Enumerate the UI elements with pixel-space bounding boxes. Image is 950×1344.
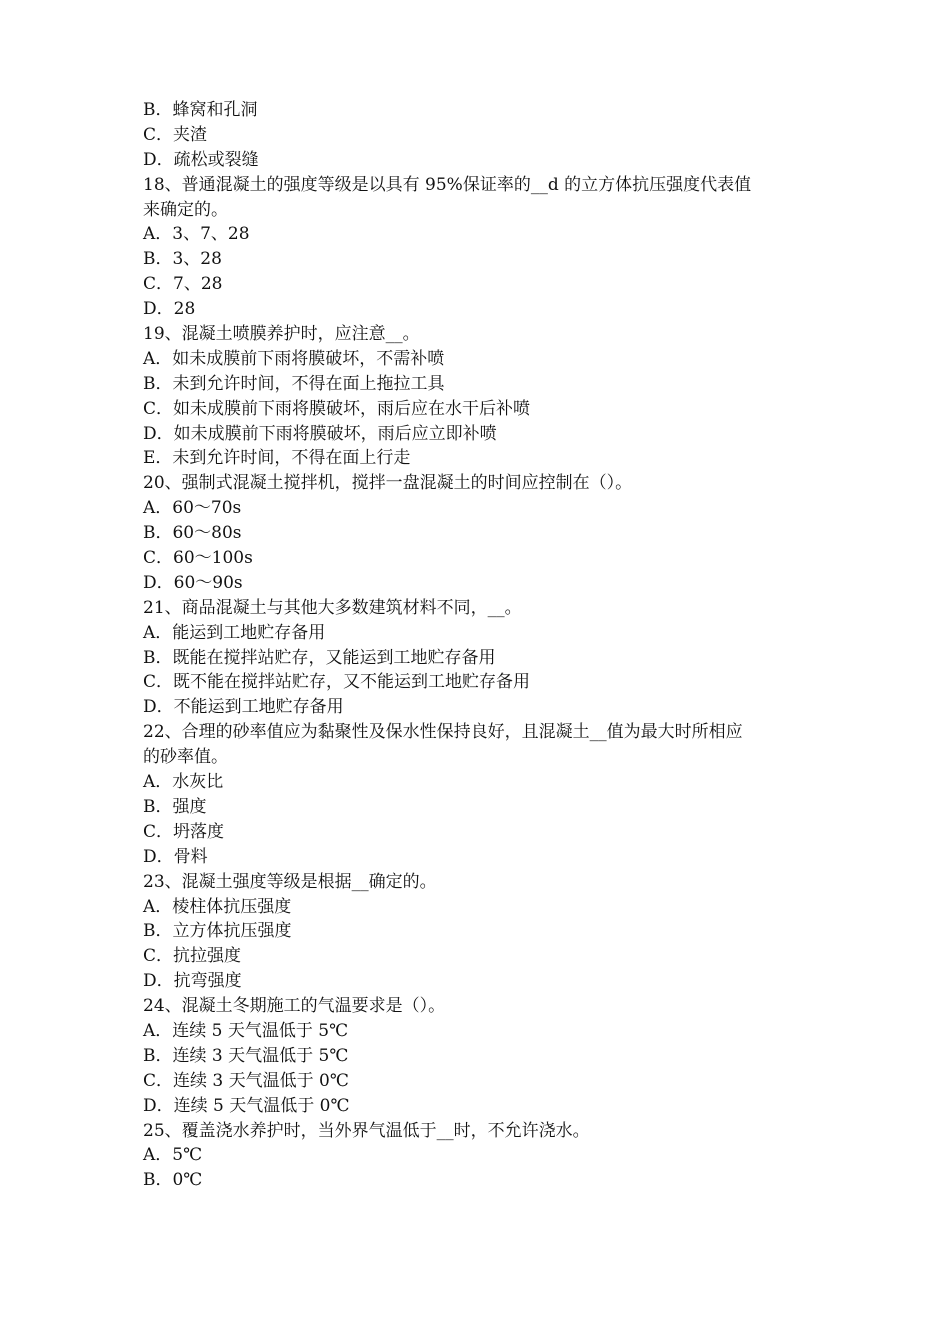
option-text: A．连续 5 天气温低于 5℃ — [143, 1020, 349, 1041]
option-text: B．60～80s — [143, 523, 242, 544]
option-text: C．7、28 — [143, 274, 223, 295]
option-text: A．如未成膜前下雨将膜破坏，不需补喷 — [143, 348, 445, 369]
option-text: D．28 — [143, 299, 196, 320]
option-text: B．蜂窝和孔洞 — [143, 100, 258, 120]
question-text: 21、商品混凝土与其他大多数建筑材料不同，__。 — [143, 597, 522, 618]
question-text: 来确定的。 — [143, 199, 228, 220]
option-text: C．60～100s — [143, 548, 253, 569]
option-text: D．骨料 — [143, 846, 208, 867]
option-text: B．3、28 — [143, 249, 222, 270]
option-text: A．水灰比 — [143, 772, 224, 793]
option-text: D．如未成膜前下雨将膜破坏，雨后应立即补喷 — [143, 423, 497, 444]
option-text: B．未到允许时间，不得在面上拖拉工具 — [143, 373, 445, 394]
option-text: E．未到允许时间，不得在面上行走 — [143, 448, 411, 469]
document-page — [143, 98, 823, 1193]
question-text: 20、强制式混凝土搅拌机，搅拌一盘混凝土的时间应控制在（）。 — [143, 473, 633, 494]
option-text: B．强度 — [143, 796, 207, 817]
option-text: A．3、7、28 — [143, 224, 250, 245]
question-text: 23、混凝土强度等级是根据__确定的。 — [143, 871, 437, 892]
option-text: B．立方体抗压强度 — [143, 921, 292, 942]
option-text: A．棱柱体抗压强度 — [143, 896, 292, 917]
option-text: C．夹渣 — [143, 124, 208, 145]
option-text: D．连续 5 天气温低于 0℃ — [143, 1095, 350, 1116]
option-text: A．60～70s — [143, 498, 242, 519]
option-text: D．抗弯强度 — [143, 971, 242, 992]
option-text: D．60～90s — [143, 572, 243, 593]
question-text: 18、普通混凝土的强度等级是以具有 95%保证率的__d 的立方体抗压强度代表值 — [143, 174, 752, 195]
question-text: 的砂率值。 — [143, 747, 228, 768]
option-text: C．既不能在搅拌站贮存，又不能运到工地贮存备用 — [143, 672, 531, 693]
option-text: D．不能运到工地贮存备用 — [143, 697, 344, 718]
question-text: 24、混凝土冬期施工的气温要求是（）。 — [143, 996, 446, 1017]
option-text: A．能运到工地贮存备用 — [143, 622, 326, 643]
option-text: A．5℃ — [143, 1145, 203, 1166]
option-text: D．疏松或裂缝 — [143, 149, 259, 170]
option-text: C．连续 3 天气温低于 0℃ — [143, 1070, 349, 1091]
option-text: B．连续 3 天气温低于 5℃ — [143, 1045, 349, 1066]
question-text: 19、混凝土喷膜养护时，应注意__。 — [143, 324, 420, 345]
option-text: C．抗拉强度 — [143, 946, 242, 967]
option-text: C．坍落度 — [143, 821, 225, 842]
option-text: C．如未成膜前下雨将膜破坏，雨后应在水干后补喷 — [143, 398, 531, 419]
option-text: B．既能在搅拌站贮存，又能运到工地贮存备用 — [143, 647, 496, 668]
question-text: 22、合理的砂率值应为黏聚性及保水性保持良好，且混凝土__值为最大时所相应 — [143, 722, 743, 743]
question-text: 25、覆盖浇水养护时，当外界气温低于__时，不允许浇水。 — [143, 1120, 590, 1141]
option-text: B．0℃ — [143, 1170, 203, 1191]
